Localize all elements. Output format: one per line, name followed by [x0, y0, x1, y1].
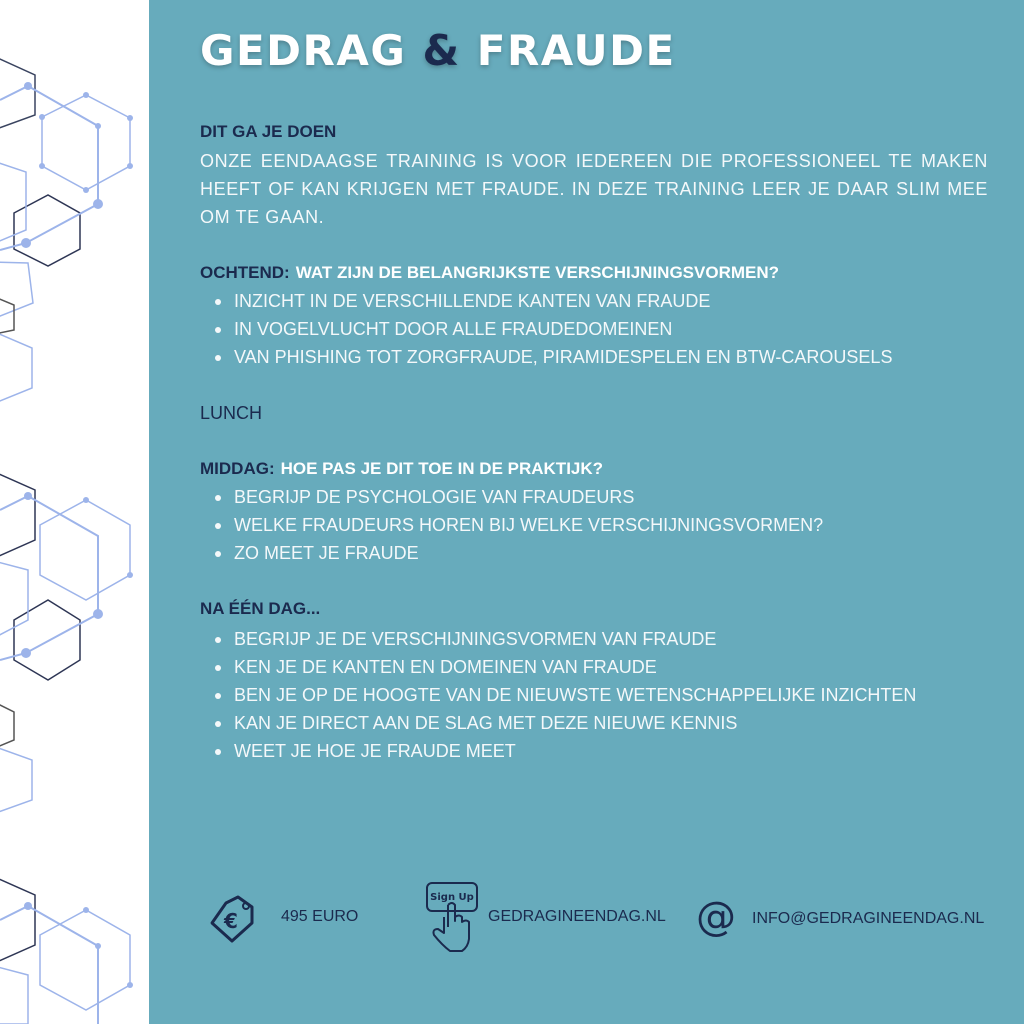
- morning-question: WAT ZIJN DE BELANGRIJKSTE VERSCHIJNINGSVORMEN?: [295, 263, 780, 282]
- website-link[interactable]: GEDRAGINEENDAG.NL: [488, 908, 666, 925]
- afternoon-question: HOE PAS JE DIT TOE IN DE PRAKTIJK?: [280, 459, 604, 478]
- page-title: [200, 26, 676, 75]
- afternoon-list: [200, 483, 823, 567]
- list-item: WEET JE HOE JE FRAUDE MEET: [200, 737, 916, 765]
- list-item: VAN PHISHING TOT ZORGFRAUDE, PIRAMIDESPELEN EN BTW-CAROUSELS: [200, 343, 892, 371]
- lunch-label: LUNCH: [200, 403, 263, 423]
- morning-label: OCHTEND:: [200, 263, 290, 282]
- title-ampersand: &: [422, 26, 461, 75]
- email-link[interactable]: INFO@GEDRAGINEENDAG.NL: [752, 910, 985, 927]
- at-sign-icon: @: [696, 894, 736, 940]
- outcome-list: [200, 625, 916, 765]
- morning-list: [200, 287, 892, 371]
- list-item: ZO MEET JE FRAUDE: [200, 539, 823, 567]
- decorative-hexagon-strip: [0, 0, 149, 1024]
- morning-heading: [200, 259, 779, 287]
- price-text: 495 EURO: [281, 908, 359, 925]
- title-part-1: GEDRAG: [200, 26, 407, 75]
- list-item: WELKE FRAUDEURS HOREN BIJ WELKE VERSCHIJNINGSVORMEN?: [200, 511, 823, 539]
- sign-up-icon-label: Sign Up: [430, 892, 474, 903]
- sign-up-click-icon: [424, 881, 480, 953]
- title-part-2: FRAUDE: [476, 26, 676, 75]
- outcome-heading: NA ÉÉN DAG...: [200, 599, 321, 618]
- afternoon-label: MIDDAG:: [200, 459, 275, 478]
- euro-price-tag-icon: [208, 893, 262, 947]
- list-item: KAN JE DIRECT AAN DE SLAG MET DEZE NIEUWE KENNIS: [200, 709, 916, 737]
- list-item: BEGRIJP DE PSYCHOLOGIE VAN FRAUDEURS: [200, 483, 823, 511]
- svg-text:€: €: [224, 909, 238, 933]
- list-item: IN VOGELVLUCHT DOOR ALLE FRAUDEDOMEINEN: [200, 315, 892, 343]
- list-item: KEN JE DE KANTEN EN DOMEINEN VAN FRAUDE: [200, 653, 916, 681]
- afternoon-heading: [200, 455, 603, 483]
- intro-heading: DIT GA JE DOEN: [200, 122, 337, 141]
- list-item: BEGRIJP JE DE VERSCHIJNINGSVORMEN VAN FRAUDE: [200, 625, 916, 653]
- intro-text: ONZE EENDAAGSE TRAINING IS VOOR IEDEREEN DIE PROFESSIONEEL TE MAKEN HEEFT OF KAN KRIJGEN MET FRAUDE. IN DEZE TRAINING LEER JE DAAR SLIM MEE OM TE GAAN.: [200, 151, 988, 227]
- hexagon-pattern-icon: [0, 0, 149, 1024]
- list-item: BEN JE OP DE HOOGTE VAN DE NIEUWSTE WETENSCHAPPELIJKE INZICHTEN: [200, 681, 916, 709]
- list-item: INZICHT IN DE VERSCHILLENDE KANTEN VAN FRAUDE: [200, 287, 892, 315]
